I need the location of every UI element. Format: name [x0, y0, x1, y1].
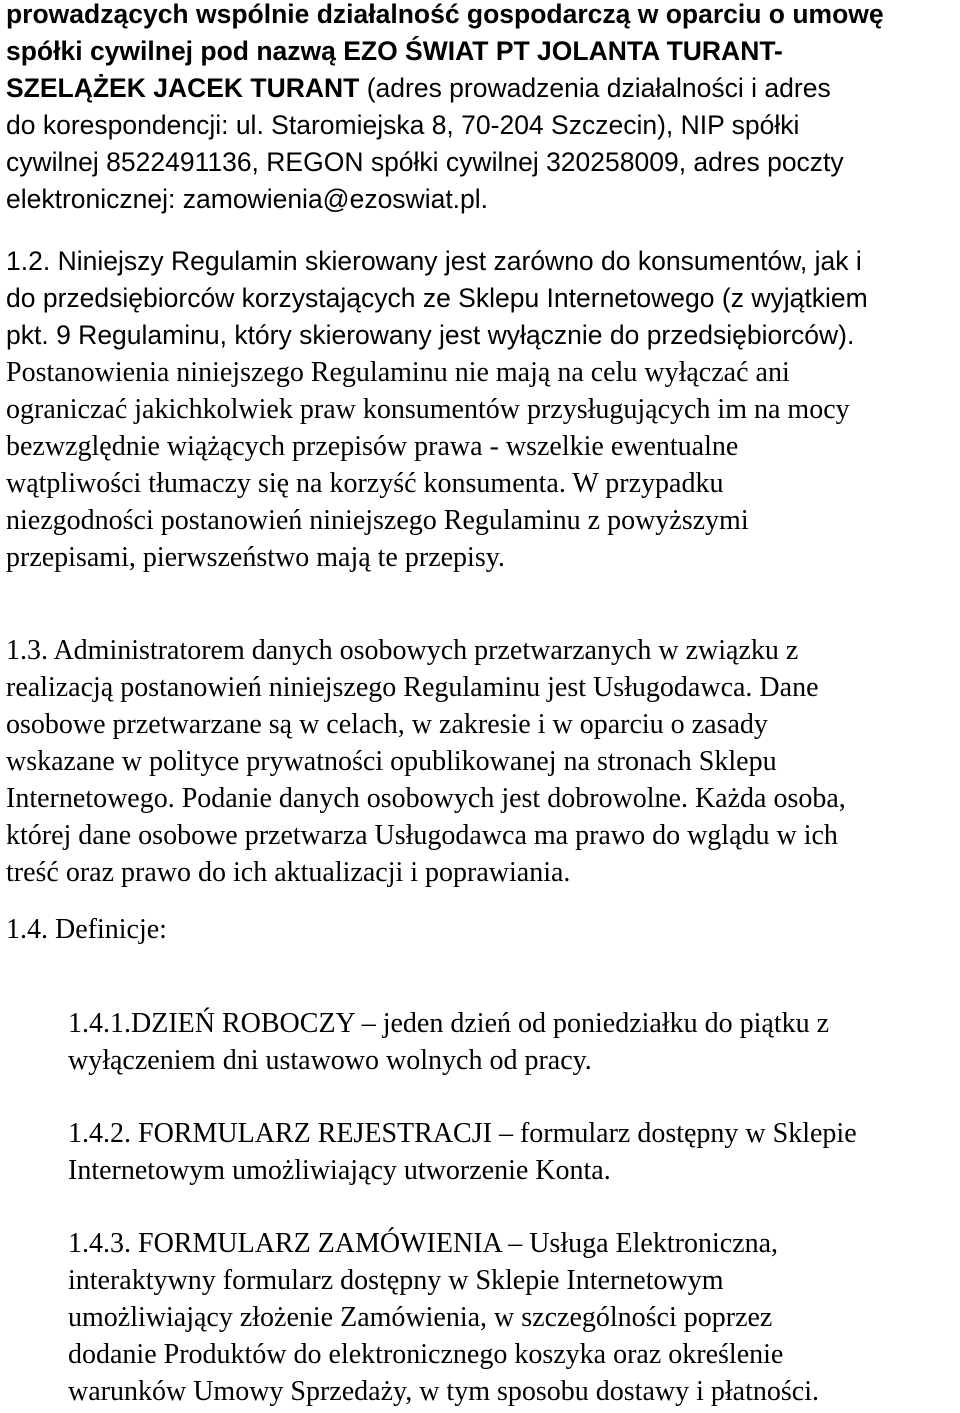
- intro-line-5: cywilnej 8522491136, REGON spółki cywilnej 320258009, adres poczty: [6, 147, 844, 177]
- intro-line-3-rest: (adres prowadzenia działalności i adres: [359, 73, 831, 103]
- intro-bold-line-3: SZELĄŻEK JACEK TURANT: [6, 73, 360, 103]
- intro-line-6: elektronicznej: zamowienia@ezoswiat.pl.: [6, 184, 489, 214]
- definition-1-4-1: 1.4.1.DZIEŃ ROBOCZY – jeden dzień od poniedziałku do piątku z wyłączeniem dni ustawowo wolnych od pracy.: [68, 1008, 830, 1076]
- section-1-4-heading: 1.4. Definicje:: [6, 914, 167, 945]
- definition-1-4-2: 1.4.2. FORMULARZ REJESTRACJI – formularz dostępny w Sklepie Internetowym umożliwiający utworzenie Konta.: [68, 1118, 857, 1186]
- intro-line-4: do korespondencji: ul. Staromiejska 8, 70-204 Szczecin), NIP spółki: [6, 110, 800, 140]
- intro-paragraph: [6, 0, 956, 218]
- section-1-2-sans-text: 1.2. Niniejszy Regulamin skierowany jest zarówno do konsumentów, jak i do przedsiębiorców korzystających ze Sklepu Internetowego (z wyjątkiem pkt. 9 Regulaminu, który skierowany jest wyłącznie do przedsiębiorców).: [6, 246, 868, 350]
- section-1-2-paragraph: [6, 243, 956, 576]
- section-1-3-paragraph: 1.3. Administratorem danych osobowych przetwarzanych w związku z realizacją postanowień niniejszego Regulaminu jest Usługodawca. Dane osobowe przetwarzane są w celach, w zakresie i w oparciu o zasady wskazane w polityce prywatności opublikowanej na stronach Sklepu Internetowego. Podanie danych osobowych jest dobrowolne. Każda osoba, której dane osobowe przetwarza Usługodawca ma prawo do wglądu w ich treść oraz prawo do ich aktualizacji i poprawiania.: [6, 635, 846, 888]
- intro-bold-line-1: prowadzących wspólnie działalność gospodarczą w oparciu o umowę: [6, 0, 884, 29]
- definition-1-4-3: 1.4.3. FORMULARZ ZAMÓWIENIA – Usługa Elektroniczna, interaktywny formularz dostępny w Sklepie Internetowym umożliwiający złożenie Zamówienia, w szczególności poprzez dodanie Produktów do elektronicznego koszyka oraz określenie warunków Umowy Sprzedaży, w tym sposobu dostawy i płatności.: [68, 1228, 819, 1407]
- intro-bold-line-2: spółki cywilnej pod nazwą EZO ŚWIAT PT JOLANTA TURANT-: [6, 36, 783, 66]
- section-1-2-serif-text: Postanowienia niniejszego Regulaminu nie mają na celu wyłączać ani ograniczać jakichkolwiek praw konsumentów przysługujących im na mocy bezwzględnie wiążących przepisów prawa - wszelkie ewentualne wątpliwości tłumaczy się na korzyść konsumenta. W przypadku niezgodności postanowień niniejszego Regulaminu z powyższymi przepisami, pierwszeństwo mają te przepisy.: [6, 357, 850, 573]
